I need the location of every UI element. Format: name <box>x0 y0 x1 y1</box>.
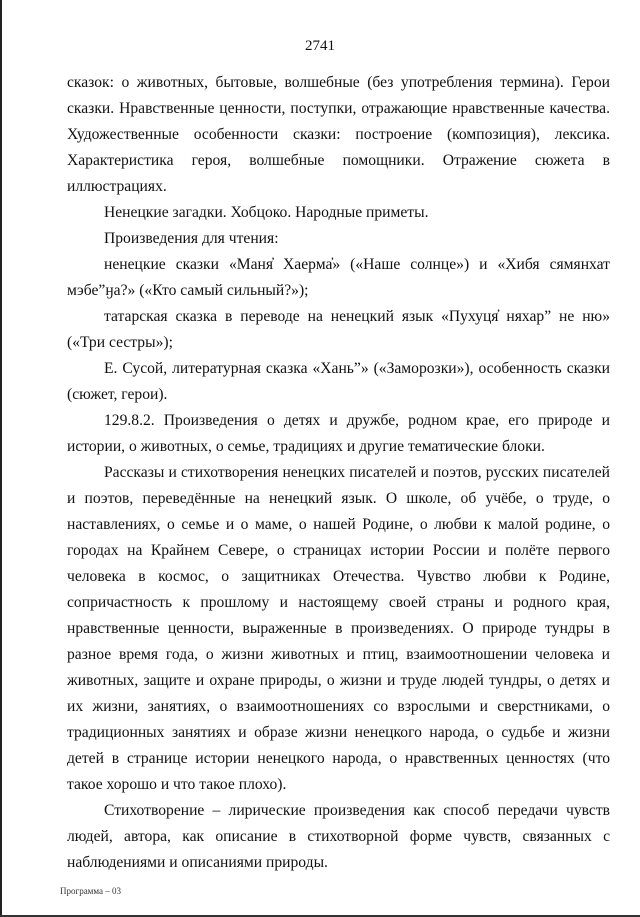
page-number: 2741 <box>305 38 335 54</box>
paragraph-nenets-riddles: Ненецкие загадки. Хобцоко. Народные приметы. <box>104 204 429 221</box>
page-footer: Программа – 03 <box>60 886 122 896</box>
paragraph-section-129-8-2: 129.8.2. Произведения о детях и дружбе, родном крае, его природе и истории, о животных, о семье, традициях и другие тематические блоки. <box>67 412 610 455</box>
paragraph-nenets-tales: ненецкие сказки «Маня̓ Хаерма̓» («Наше солнце») и «Хибя сямянхат мэбе”ӈа?» («Кто самый сильный?»); <box>67 256 610 299</box>
scan-edge-left <box>0 0 2 917</box>
paragraph-poem-definition: Стихотворение – лирические произведения как способ передачи чувств людей, автора, как описание в стихотворной форме чувств, связанных с наблюдениями и описаниями природы. <box>67 802 610 871</box>
document-body <box>67 70 610 876</box>
paragraph-tatar-tale: татарская сказка в переводе на ненецкий язык «Пухуця̓ няхар” не ню» («Три сестры»); <box>67 308 610 351</box>
paragraph-fairy-tale-types: сказок: о животных, бытовые, волшебные (без употребления термина). Герои сказки. Нравственные ценности, поступки, отражающие нравственные качества. Художественные особенности сказки: построение (композиция), лексика. Характеристика героя, волшебные помощники. Отражение сюжета в иллюстрациях. <box>67 74 610 195</box>
paragraph-susoy-tale: Е. Сусой, литературная сказка «Ханьˮ» («Заморозки»), особенность сказки (сюжет, герои). <box>67 360 610 403</box>
paragraph-stories-poems: Рассказы и стихотворения ненецких писателей и поэтов, русских писателей и поэтов, переведённые на ненецкий язык. О школе, об учёбе, о труде, о наставлениях, о семье и о маме, о нашей Родине, о любви к малой родине, о городах на Крайнем Севере, о страницах истории России и полёте первого человека в космос, о защитниках Отечества. Чувство любви к Родине, сопричастность к прошлому и настоящему своей страны и родного края, нравственные ценности, выраженные в произведениях. О природе тундры в разное время года, о жизни животных и птиц, взаимоотношении человека и животных, защите и охране природы, о жизни и труде людей тундры, о детях и их жизни, занятиях, о взаимоотношениях со взрослыми и сверстниками, о традиционных занятиях и образе жизни ненецкого народа, о судьбе и жизни детей в странице истории ненецкого народа, о нравственных ценностях (что такое хорошо и что такое плохо). <box>67 464 610 793</box>
paragraph-reading-works-heading: Произведения для чтения: <box>104 230 279 247</box>
